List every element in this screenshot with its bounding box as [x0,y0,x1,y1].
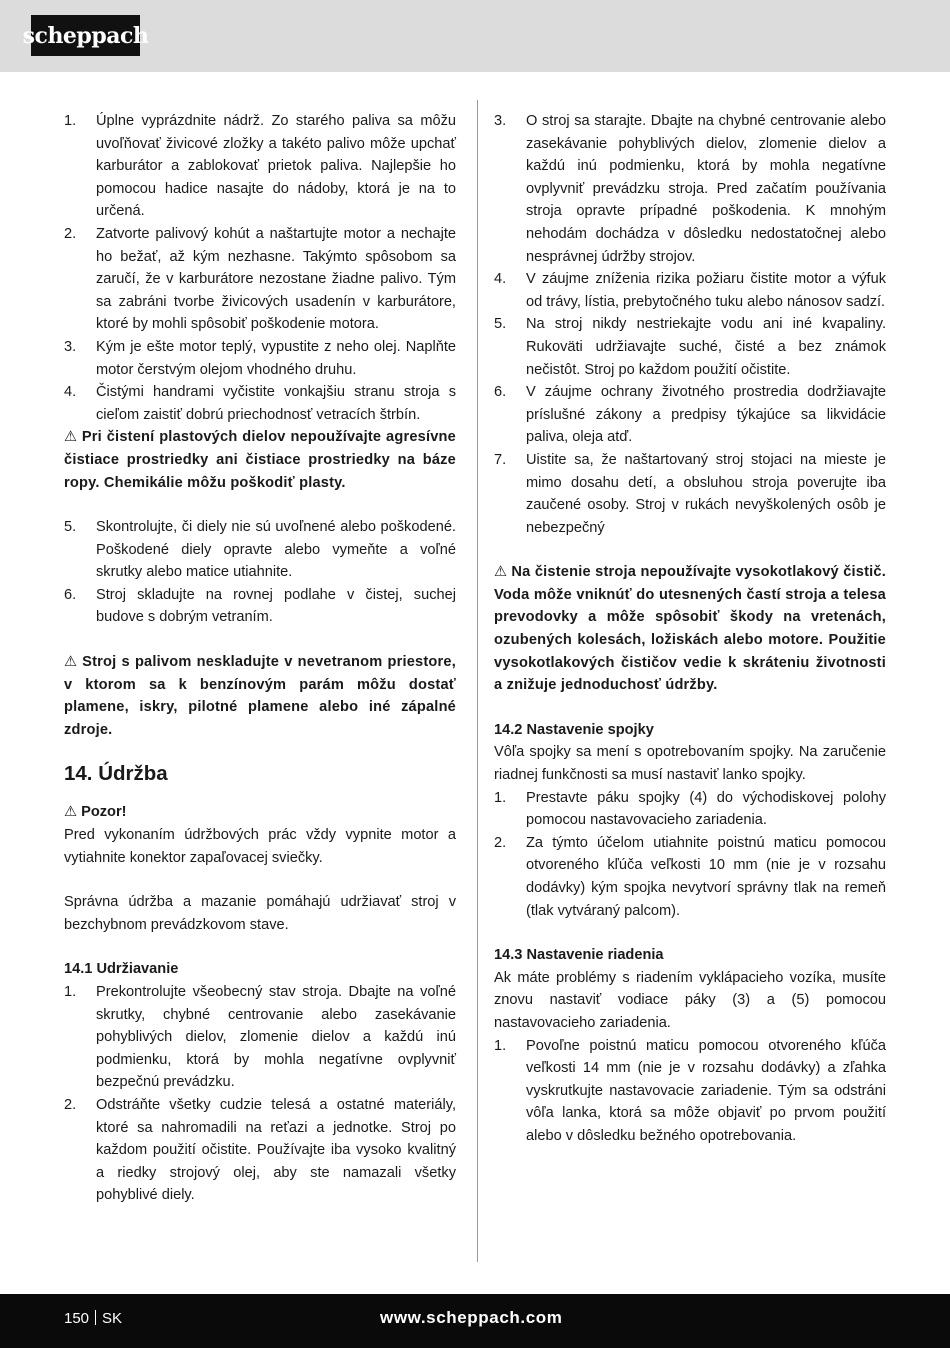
language-code: SK [102,1310,123,1327]
list-item-text: Zatvorte palivový kohút a naštartujte motor a nechajte ho bežať, až kým nezhasne. Takýmto spôsobom sa zaručí, že v karburátore nezostane žiadne palivo. Tým sa zabráni tvorbe živicových usadenín v karburátore, ktoré by mohli spôsobiť poškodenie motora. [96,225,456,333]
list-item-text: Skontrolujte, či diely nie sú uvoľnené alebo poškodené. Poškodené diely opravte alebo vymeňte a voľné skrutky alebo matice utiahnite. [96,519,456,581]
warning-text: Na čistenie stroja nepoužívajte vysokotlakový čistič. Voda môže vniknúť do utesnených častí stroja a telesa prevodovky a môže spôsobiť škody na vretenách, ozubených kolesách, ložiskách alebo motore. Použitie vysokotlakových čističov vedie k skráteniu životnosti a znižuje jednoduchosť údržby. [494,564,886,694]
list-item-text: Prestavte páku spojky (4) do východiskovej polohy pomocou nastavovacieho zariadenia. [526,789,886,829]
list-item-number: 3. [494,113,507,129]
list-item-text: Čistými handrami vyčistite vonkajšiu stranu stroja s cieľom zaistiť dobrú priechodnosť vetracích štrbín. [96,384,456,423]
list-item-number: 3. [64,338,77,355]
list-item [494,832,886,922]
warning-pressure-washer [494,561,886,697]
subsection-heading: 14.3 Nastavenie riadenia [494,947,664,964]
list-item-text: Uistite sa, že naštartovaný stroj stojaci na mieste je mimo dosahu detí, a obsluhou stroja poverujte iba zaučené osoby. Stroj v rukách nevyškolených osôb je nebezpečný [526,451,886,536]
list-item-number: 1. [64,984,77,1000]
list-item [494,313,886,381]
list-item [64,223,456,336]
list-item [494,110,886,268]
list-item-number: 4. [494,271,507,288]
list-item [64,516,456,584]
list-item-number: 6. [494,384,507,401]
warning-triangle-icon: ⚠ [64,429,78,446]
section-title: 14. Údržba [64,762,168,786]
caution-heading [64,801,456,824]
storage-list [64,516,456,629]
care-list [494,110,886,539]
warning-text: Stroj s palivom neskladujte v nevetranom priestore, v ktorom sa k benzínovým parám môžu dostať plamene, iskry, pilotné plamene alebo iné zápalné zdroje. [64,654,456,738]
list-item-number: 5. [494,316,507,333]
list-item-number: 2. [64,1096,77,1113]
page-header [0,0,950,72]
warning-triangle-icon: ⚠ [494,564,508,581]
list-item [64,110,456,223]
list-item-number: 1. [494,1037,507,1054]
column-divider [477,100,478,1262]
list-item [64,584,456,629]
list-item-number: 5. [64,519,77,536]
list-item-number: 7. [494,451,507,468]
warning-plastic-cleaning [64,426,456,494]
list-item-text: Prekontrolujte všeobecný stav stroja. Dbajte na voľné skrutky, chybné centrovanie alebo zasekávanie pohyblivých dielov, zlomenie dielov a každú inú podmienku, ktorá by mohla negatívne ovplyvniť bezpečnú prevádzku. [96,984,456,1091]
list-item-number: 2. [494,834,507,851]
clutch-intro: Vôľa spojky sa mení s opotrebovaním spojky. Na zaručenie riadnej funkčnosti sa musí nastaviť lanko spojky. [494,744,886,784]
clutch-list [494,787,886,923]
list-item [494,381,886,449]
page-number: 150 [64,1310,90,1327]
list-item-text: Úplne vyprázdnite nádrž. Zo starého paliva sa môžu uvoľňovať živicové zložky a takéto palivo môže upchať karburátor a zablokovať prietok paliva. Najlepšie ho pomocou hadice nasajte do nádoby, ktorá je na to určená. [96,113,456,220]
warning-fuel-storage [64,651,456,741]
warning-text: Pri čistení plastových dielov nepoužívajte agresívne čistiace prostriedky ani čistiace prostriedky na báze ropy. Chemikálie môžu poškodiť plasty. [64,429,456,491]
list-item-text: Kým je ešte motor teplý, vypustite z neho olej. Naplňte motor čerstvým olejom vhodného druhu. [96,338,456,378]
website-link[interactable]: www.scheppach.com [380,1308,563,1327]
list-item [494,268,886,313]
list-item-text: V záujme zníženia rizika požiaru čistite motor a výfuk od trávy, lístia, prebytočného tuku alebo nánosov sadzí. [526,271,886,310]
left-column [64,110,456,1207]
warning-triangle-icon: ⚠ [64,654,79,671]
list-item [494,449,886,539]
caution-label: Pozor! [81,804,127,821]
list-item [64,981,456,1094]
list-item-number: 2. [64,225,77,242]
subsection-heading: 14.1 Udržiavanie [64,961,179,978]
page-number-block [64,1310,122,1327]
right-column [494,110,886,1148]
list-item-number: 4. [64,384,77,401]
upkeep-list [64,981,456,1207]
list-item-number: 1. [64,113,77,129]
list-item [494,1035,886,1148]
caution-text: Pred vykonaním údržbových prác vždy vypnite motor a vytiahnite konektor zapaľovacej sviečky. [64,827,456,866]
list-item [64,336,456,381]
page-footer [0,1294,950,1348]
subsection-heading: 14.2 Nastavenie spojky [494,721,654,738]
list-item-text: O stroj sa starajte. Dbajte na chybné centrovanie alebo zasekávanie pohyblivých dielov, zlomenie dielov a každú inú podmienku, ktorá by mohla negatívne ovplyvniť prevádzku stroja. Pred začatím používania stroja opravte prípadné poškodenia. K mnohým nehodám dochádza v dôsledku nedostatočnej alebo nesprávnej údržby strojov. [526,113,886,265]
brand-logo: scheppach [31,15,140,56]
list-item [64,1094,456,1207]
steering-intro: Ak máte problémy s riadením vyklápacieho vozíka, musíte znovu nastaviť vodiace páky (3) a (5) pomocou nastavovacieho zariadenia. [494,969,886,1031]
list-item [64,381,456,426]
maintenance-intro: Správna údržba a mazanie pomáhajú udržiavať stroj v bezchybnom prevádzkovom stave. [64,894,456,933]
list-item-number: 6. [64,586,77,603]
list-item-text: Odstráňte všetky cudzie telesá a ostatné materiály, ktoré sa nahromadili na reťazi a jednotke. Stroj po každom použití očistite. Používajte iba vysoko kvalitný a riedky strojový olej, aby ste namazali všetky pohyblivé diely. [96,1096,456,1204]
list-item-number: 1. [494,789,507,806]
list-item-text: V záujme ochrany životného prostredia dodržiavajte príslušné zákony a predpisy týkajúce sa likvidácie paliva, oleja atď. [526,384,886,446]
warning-triangle-icon: ⚠ [64,804,78,821]
list-item-text: Povoľne poistnú maticu pomocou otvoreného kľúča veľkosti 14 mm (nie je v rozsahu dodávky) a zľahka vyskrutkujte nastavovacie zariadenie. Tým sa odstráni vôľa lanka, ktorá sa môže objaviť po prvom použití alebo v dôsledku bežného opotrebovania. [526,1037,886,1144]
list-item-text: Na stroj nikdy nestriekajte vodu ani iné kvapaliny. Rukoväti udržiavajte suché, čisté a bez známok nečistôt. Stroj po každom použití očistite. [526,316,886,378]
list-item-text: Stroj skladujte na rovnej podlahe v čistej, suchej budove s dobrým vetraním. [96,586,456,626]
footer-separator [95,1310,96,1325]
steering-list [494,1035,886,1148]
cleanup-list [64,110,456,426]
list-item [494,787,886,832]
list-item-text: Za týmto účelom utiahnite poistnú maticu pomocou otvoreného kľúča veľkosti 10 mm (nie je v rozsahu dodávky) kým spojka nevytvorí správny tlak na remeň (tlak vytváraný palcom). [526,834,886,919]
